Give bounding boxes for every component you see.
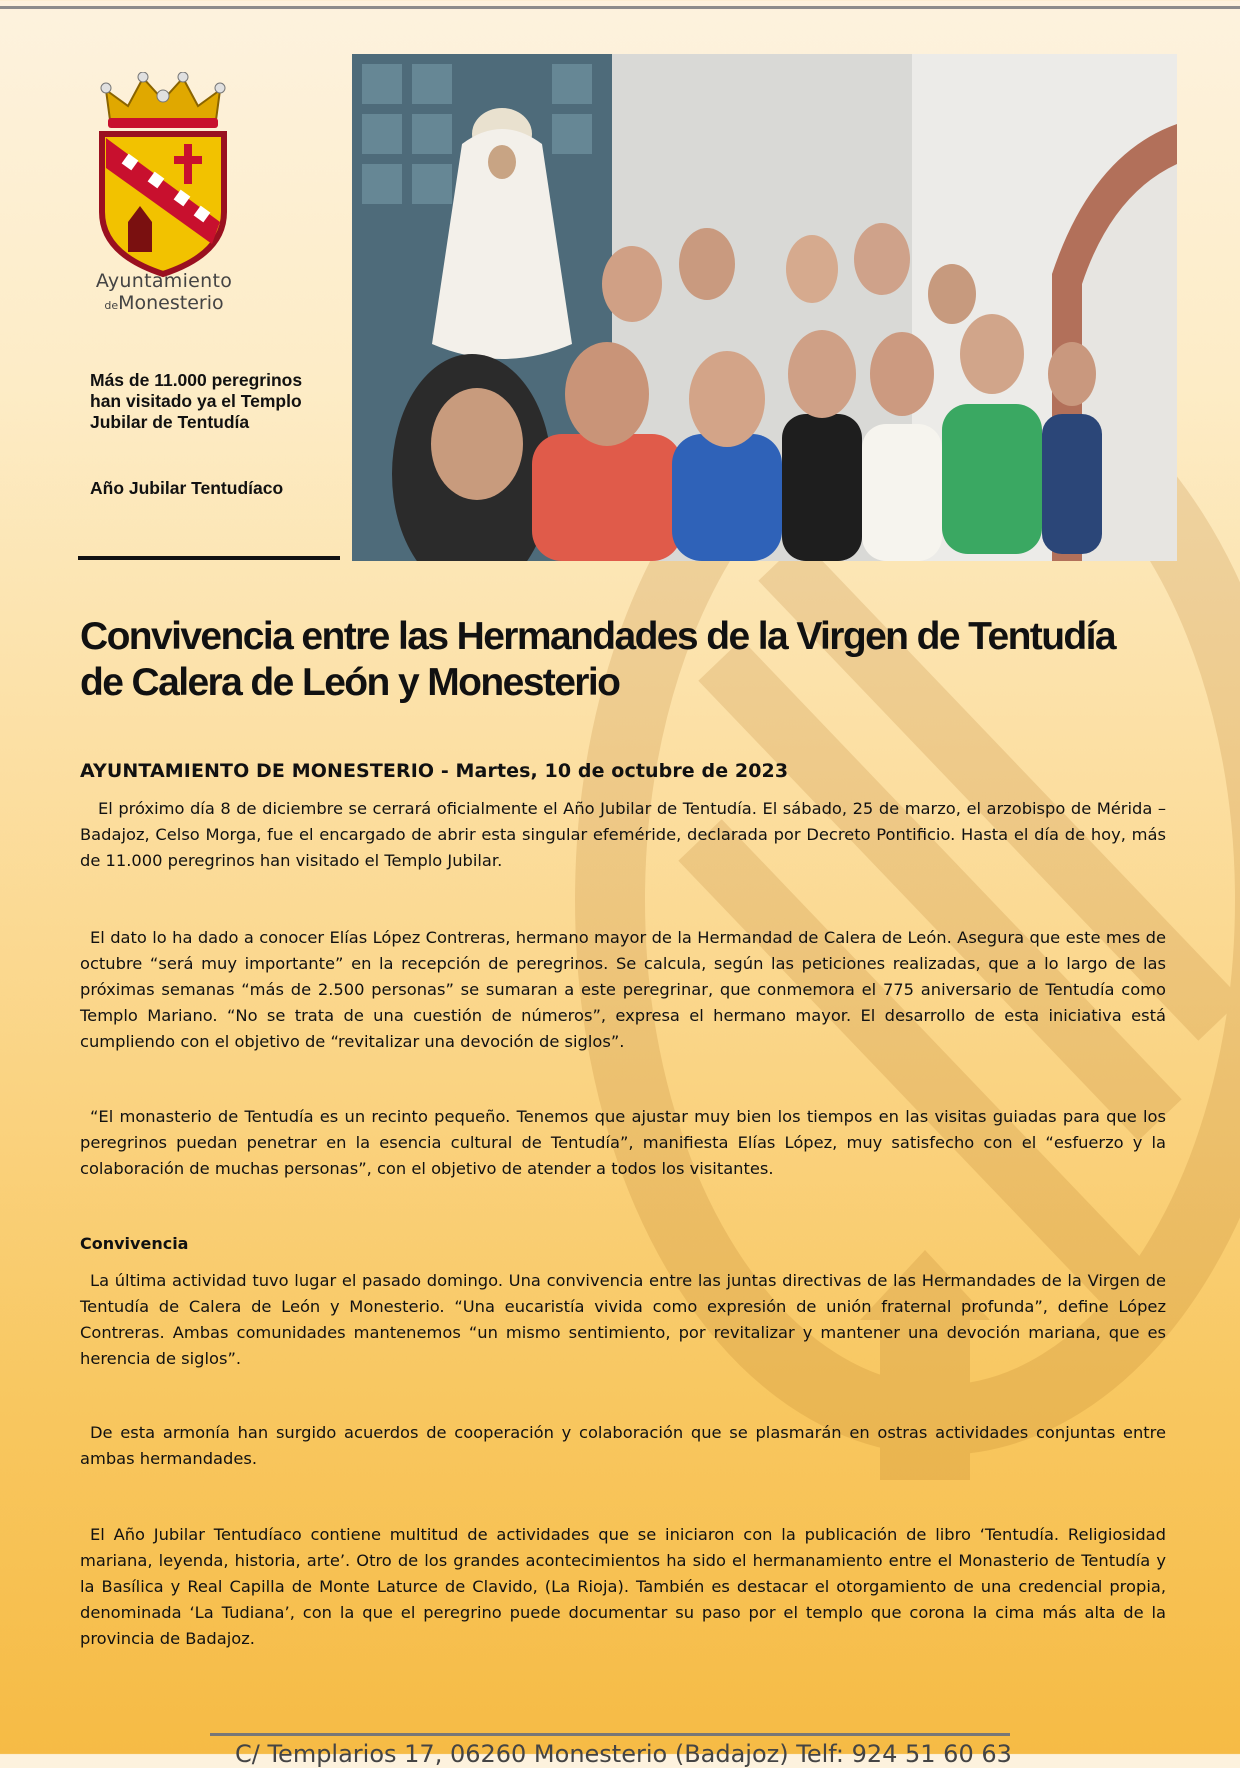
logo-wordmark xyxy=(84,270,244,317)
paragraph-3: “El monasterio de Tentudía es un recinto pequeño. Tenemos que ajustar muy bien los tiempos en las visitas guiadas para que los peregrinos puedan penetrar en la esencia cultural de Tentudía”, manifiesta Elías López, muy satisfecho con el “esfuerzo y la colaboración de muchas personas”, con el objetivo de atender a todos los visitantes. xyxy=(80,1107,1166,1178)
paragraph-6: El Año Jubilar Tentudíaco contiene multitud de actividades que se iniciaron con la publicación de libro ‘Tentudía. Religiosidad mariana, leyenda, historia, arte’. Otro de los grandes acontecimientos ha sido el hermanamiento entre el Monasterio de Tentudía y la Basílica y Real Capilla de Monte Laturce de Clavido, (La Rioja). También es destacar el otorgamiento de una credencial propia, denominada ‘La Tudiana’, con la que el peregrino puede documentar su paso por el templo que corona la cima más alta de la provincia de Badajoz. xyxy=(80,1525,1166,1648)
paragraph-2: El dato lo ha dado a conocer Elías López Contreras, hermano mayor de la Hermandad de Calera de León. Asegura que este mes de octubre “será muy importante” en la recepción de peregrinos. Se calcula, según las peticiones realizadas, que a lo largo de las próximas semanas “más de 2.500 personas” se sumaran a este peregrinar, que conmemora el 775 aniversario de Tentudía como Templo Mariano. “No se trata de una cuestión de números”, expresa el hermano mayor. El desarrollo de esta iniciativa está cumpliendo con el objetivo de “revitalizar una devoción de siglos”. xyxy=(80,928,1166,1051)
paragraph-1: El próximo día 8 de diciembre se cerrará oficialmente el Año Jubilar de Tentudía. El sábado, 25 de marzo, el arzobispo de Mérida – Badajoz, Celso Morga, fue el encargado de abrir esta singular efeméride, declarada por Decreto Pontificio. Hasta el día de hoy, más de 11.000 peregrinos han visitado el Templo Jubilar. xyxy=(80,799,1166,870)
article-title: Convivencia entre las Hermandades de la Virgen de Tentudía de Calera de León y Monesterio xyxy=(80,615,1115,704)
side-divider xyxy=(78,556,340,560)
top-border xyxy=(0,6,1240,9)
logo-line-2: deMonesterio xyxy=(104,292,224,314)
paragraph-5: De esta armonía han surgido acuerdos de cooperación y colaboración que se plasmarán en ostras actividades conjuntas entre ambas hermandades. xyxy=(80,1423,1166,1468)
logo-line-1: Ayuntamiento xyxy=(95,270,233,292)
article-dateline: AYUNTAMIENTO DE MONESTERIO - Martes, 10 de octubre de 2023 xyxy=(80,760,789,782)
paragraph-4: La última actividad tuvo lugar el pasado domingo. Una convivencia entre las juntas directivas de las Hermandades de la Virgen de Tentudía de Calera de León y Monesterio. “Una eucaristía vivida como expresión de unión fraternal profunda”, define López Contreras. Ambas comunidades mantenemos “un mismo sentimiento, por revitalizar y mantener una devoción mariana, que es herencia de siglos”. xyxy=(80,1271,1166,1368)
group-photo xyxy=(352,54,1177,561)
side-headline: Más de 11.000 peregrinos han visitado ya el Templo Jubilar de Tentudía xyxy=(90,370,303,432)
subheading-convivencia: Convivencia xyxy=(80,1234,189,1253)
footer-address: C/ Templarios 17, 06260 Monesterio (Badajoz) Telf: 924 51 60 63 xyxy=(235,1740,1012,1768)
side-tag: Año Jubilar Tentudíaco xyxy=(90,478,284,498)
footer-divider xyxy=(210,1733,1010,1736)
